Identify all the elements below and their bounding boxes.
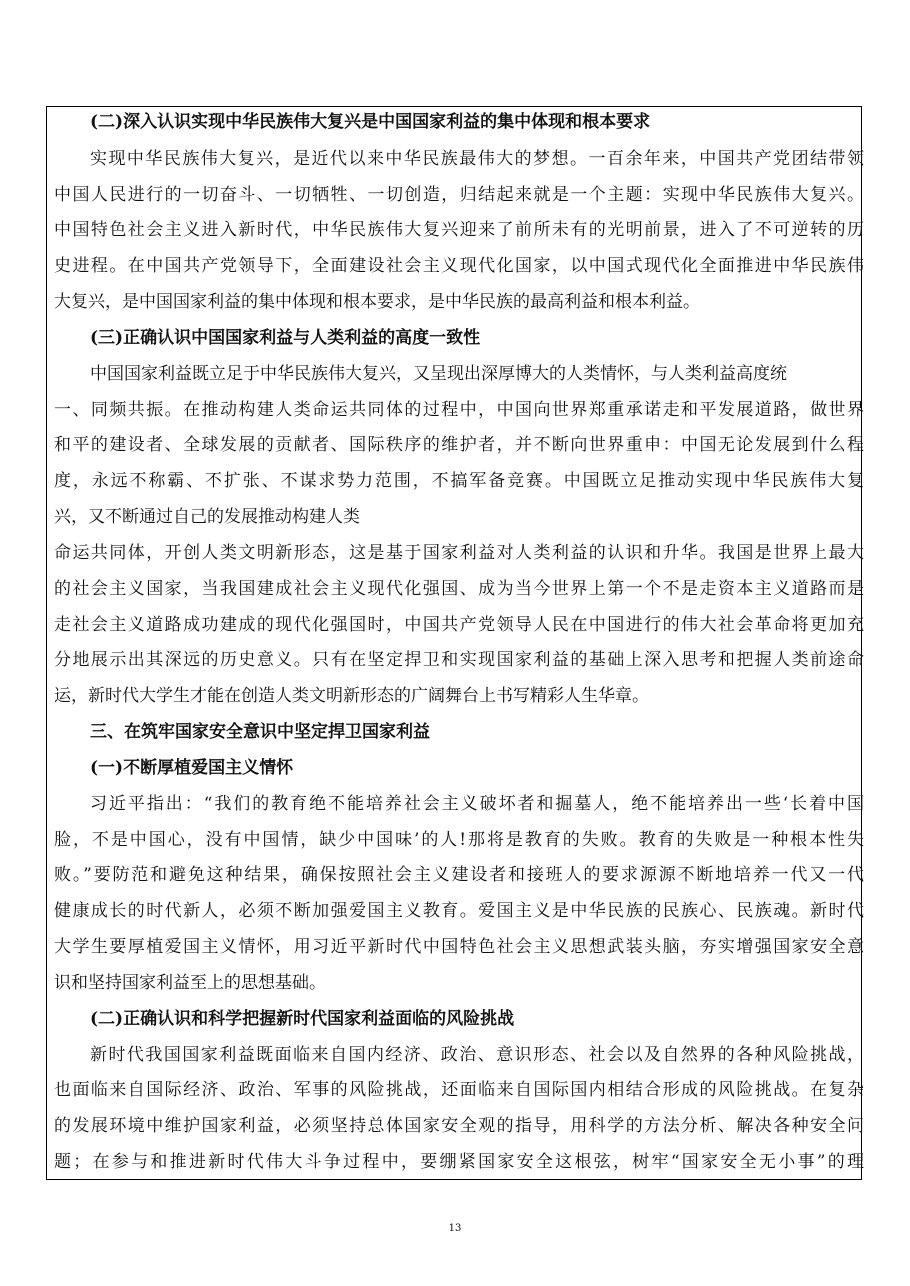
paragraph-line: 史进程。在中国共产党领导下，全面建设社会主义现代化国家，以中国式现代化全面推进中华民族伟: [54, 256, 864, 276]
paragraph-line: 习近平指出：“我们的教育绝不能培养社会主义破坏者和掘墓人，绝不能培养出一些‘长着中国: [90, 794, 864, 814]
section-heading-2: (二)深入认识实现中华民族伟大复兴是中国国家利益的集中体现和根本要求: [90, 112, 651, 132]
section-heading-3: (三)正确认识中国国家利益与人类利益的高度一致性: [90, 328, 481, 348]
paragraph-line: 兴，又不断通过自己的发展推动构建人类: [54, 507, 360, 527]
paragraph-line: 识和坚持国家利益至上的思想基础。: [54, 973, 326, 993]
paragraph-line: 新时代我国国家利益既面临来自国内经济、政治、意识形态、社会以及自然界的各种风险挑战，: [90, 1045, 864, 1065]
paragraph-line: 实现中华民族伟大复兴，是近代以来中华民族最伟大的梦想。一百余年来，中国共产党团结带领: [90, 149, 864, 169]
paragraph-line: 中国国家利益既立足于中华民族伟大复兴，又呈现出深厚博大的人类情怀，与人类利益高度统: [90, 364, 787, 384]
paragraph-line: 大复兴，是中国国家利益的集中体现和根本要求，是中华民族的最高利益和根本利益。: [54, 292, 700, 312]
paragraph-line: 脸，不是中国心，没有中国情，缺少中国味’的人!那将是教育的失败。教育的失败是一种根本性失: [54, 830, 864, 850]
paragraph-line: 分地展示出其深远的历史意义。只有在坚定捍卫和实现国家利益的基础上深入思考和把握人类前途命: [54, 650, 864, 670]
paragraph-line: 的发展环境中维护国家利益，必须坚持总体国家安全观的指导，用科学的方法分析、解决各种安全问: [54, 1116, 864, 1136]
section-heading-2b: (二)正确认识和科学把握新时代国家利益面临的风险挑战: [90, 1009, 515, 1029]
paragraph-line: 命运共同体，开创人类文明新形态，这是基于国家利益对人类利益的认识和升华。我国是世界上最大: [54, 543, 864, 563]
paragraph-line: 运，新时代大学生才能在创造人类文明新形态的广阔舞台上书写精彩人生华章。: [54, 686, 649, 706]
paragraph-line: 一、同频共振。在推动构建人类命运共同体的过程中，中国向世界郑重承诺走和平发展道路，做世界: [54, 400, 864, 420]
paragraph-line: 中国特色社会主义进入新时代，中华民族伟大复兴迎来了前所未有的光明前景，进入了不可逆转的历: [54, 220, 864, 240]
paragraph-line: 大学生要厚植爱国主义情怀，用习近平新时代中国特色社会主义思想武装头脑，夯实增强国家安全意: [54, 937, 864, 957]
paragraph-line: 走社会主义道路成功建成的现代化强国时，中国共产党领导人民在中国进行的伟大社会革命将更加充: [54, 615, 864, 635]
paragraph-line: 也面临来自国际经济、政治、军事的风险挑战，还面临来自国际国内相结合形成的风险挑战。在复杂: [54, 1080, 864, 1100]
paragraph-line: 健康成长的时代新人，必须不断加强爱国主义教育。爱国主义是中华民族的民族心、民族魂。新时代: [54, 901, 864, 921]
page-number: 13: [448, 1223, 462, 1234]
chapter-heading-3: 三、在筑牢国家安全意识中坚定捍卫国家利益: [90, 722, 430, 742]
paragraph-line: 的社会主义国家，当我国建成社会主义现代化强国、成为当今世界上第一个不是走资本主义道路而是: [54, 579, 864, 599]
section-heading-1: (一)不断厚植爱国主义情怀: [90, 758, 294, 778]
paragraph-line: 败。”要防范和避免这种结果，确保按照社会主义建设者和接班人的要求源源不断地培养一代又一代: [54, 865, 864, 885]
paragraph-line: 度，永远不称霸、不扩张、不谋求势力范围，不搞军备竞赛。中国既立足推动实现中华民族伟大复: [54, 471, 864, 491]
paragraph-line: 中国人民进行的一切奋斗、一切牺牲、一切创造，归结起来就是一个主题：实现中华民族伟大复兴。: [54, 185, 864, 205]
paragraph-line: 题；在参与和推进新时代伟大斗争过程中，要绷紧国家安全这根弦，树牢“国家安全无小事”的理: [54, 1152, 864, 1172]
paragraph-line: 和平的建设者、全球发展的贡献者、国际秩序的维护者，并不断向世界重申：中国无论发展到什么程: [54, 435, 864, 455]
